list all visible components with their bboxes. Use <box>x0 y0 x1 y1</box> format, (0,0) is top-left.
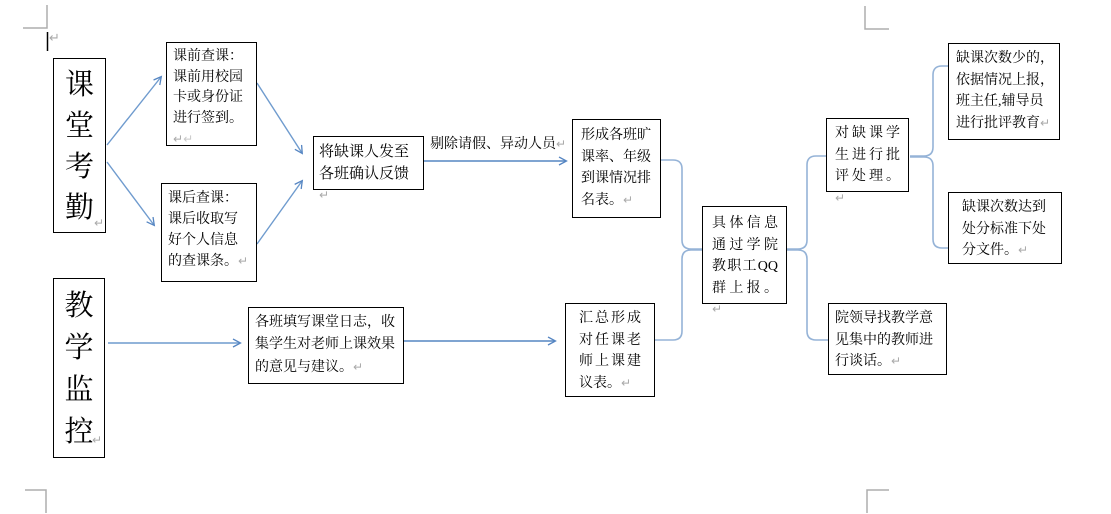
arrow-attendance-to-post-check[interactable] <box>107 162 154 225</box>
paragraph-mark: ↵ <box>1018 243 1029 258</box>
page-corner-mark-top-right <box>865 6 889 29</box>
paragraph-mark: ↵ <box>94 216 105 230</box>
paragraph-mark: ↵ <box>556 137 567 151</box>
paragraph-mark: ↵ <box>1040 115 1051 130</box>
connector-ranking-to-qq-report[interactable] <box>661 160 702 249</box>
page-corner-mark-bottom-left <box>25 490 46 513</box>
paragraph-mark: ↵ <box>623 192 634 207</box>
flow-box-text: 缺课次数少的，依据情况上报，班主任,辅导员进行批评教育 <box>956 51 1054 131</box>
flow-box-criticize-absent[interactable] <box>826 118 909 205</box>
flow-box-class-log[interactable] <box>248 307 404 384</box>
arrow-post-check-to-send[interactable] <box>257 181 302 244</box>
paragraph-mark: ↵ <box>353 360 364 374</box>
paragraph-mark: ↵ <box>621 375 632 390</box>
flow-box-qq-report[interactable] <box>702 206 787 317</box>
flow-box-punish-file[interactable] <box>948 192 1062 264</box>
flow-box-text: 课后查课：课后收取写好个人信息的查课条。 <box>168 191 238 269</box>
paragraph-mark: ↵ <box>49 31 60 46</box>
flow-box-summary-table[interactable] <box>565 303 655 397</box>
flow-box-text: 将缺课人发至各班确认反馈 <box>319 144 410 182</box>
edge-label-text: 剔除请假、异动人员 <box>430 137 556 152</box>
flow-box-text: 汇总形成对任课老师上课建议表。 <box>579 311 641 391</box>
flow-box-dean-talk[interactable] <box>828 303 947 375</box>
arrow-pre-check-to-send[interactable] <box>257 83 302 153</box>
connector-qq-report-to-criticize[interactable] <box>787 156 826 249</box>
paragraph-mark: ↵ <box>835 190 846 205</box>
paragraph-mark: ↵ <box>183 132 194 147</box>
paragraph-mark: ↵ <box>238 254 249 268</box>
flow-box-few-absences[interactable] <box>948 43 1060 140</box>
category-label: 课堂考勤 <box>64 69 94 224</box>
connector-criticize-to-punish-file[interactable] <box>910 157 948 248</box>
page-corner-mark-bottom-right <box>867 490 889 513</box>
flow-box-text: 各班填写课堂日志，收集学生对老师上课效果的意见与建议。 <box>255 315 395 375</box>
flow-box-text: 课前查课：课前用校园卡或身份证进行签到。 <box>173 49 243 126</box>
connector-criticize-to-few-absences[interactable] <box>910 66 948 156</box>
paragraph-mark: ↵ <box>891 354 902 369</box>
flow-box-text: 对缺课学生进行批评处理。 <box>835 126 900 185</box>
page-corner-mark-top-left <box>23 5 47 28</box>
category-box-attendance[interactable] <box>53 58 106 233</box>
flow-box-text: 院领导找教学意见集中的教师进行谈话。 <box>835 311 933 370</box>
arrow-attendance-to-pre-check[interactable] <box>107 77 161 145</box>
paragraph-mark: ↵ <box>712 302 723 317</box>
flow-box-ranking-table[interactable] <box>572 119 661 218</box>
connector-qq-report-to-dean-talk[interactable] <box>787 250 828 340</box>
connector-summary-to-qq-report[interactable] <box>655 250 702 340</box>
edge-label-exclude-leave <box>430 134 566 155</box>
category-box-monitoring[interactable] <box>53 278 105 458</box>
flow-box-text: 缺课次数达到处分标准下处分文件。 <box>962 200 1046 259</box>
flow-box-post-class-check[interactable] <box>161 183 257 282</box>
flow-box-text: 形成各班旷课率、年级到课情况排名表。 <box>581 128 651 208</box>
category-label: 教学监控 <box>64 290 94 448</box>
paragraph-mark: ↵ <box>319 188 330 203</box>
paragraph-mark: ↵ <box>92 433 103 447</box>
flow-box-text: 具体信息通过学院教职工QQ群上报。 <box>712 216 778 296</box>
paragraph-mark: ↵ <box>173 132 184 147</box>
flow-box-pre-class-check[interactable] <box>166 42 257 146</box>
flow-box-send-absentees[interactable] <box>313 136 424 203</box>
